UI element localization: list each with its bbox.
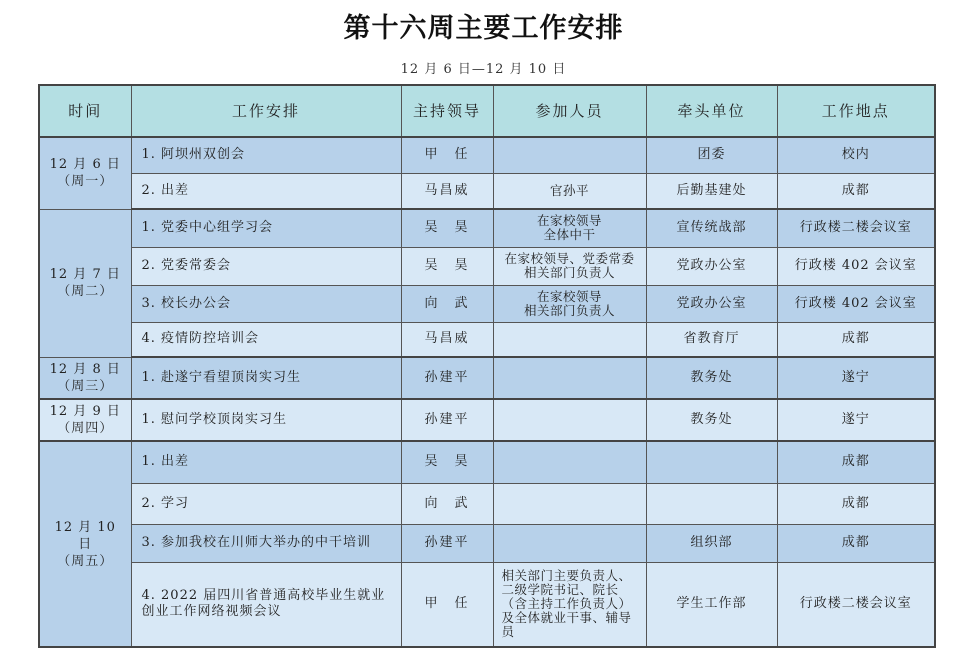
col-header-task: 工作安排: [131, 85, 401, 137]
participants-cell: [493, 524, 646, 562]
schedule-body: [39, 137, 935, 647]
day-weekday: （周一）: [57, 174, 114, 190]
day-cell: [39, 399, 131, 441]
leader-cell: 孙建平: [401, 357, 493, 399]
task-cell: 1. 党委中心组学习会: [131, 209, 401, 247]
table-row: [39, 524, 935, 562]
day-cell: [39, 357, 131, 399]
leader-cell: 马昌威: [401, 322, 493, 357]
participants-cell: [493, 357, 646, 399]
day-weekday: （周四）: [57, 421, 114, 436]
day-weekday: （周三）: [57, 378, 114, 394]
task-cell: 2. 出差: [131, 173, 401, 209]
leader-cell: 吴 昊: [401, 441, 493, 483]
location-cell: 行政楼 402 会议室: [777, 285, 935, 322]
location-cell: 成都: [777, 441, 935, 483]
lead-unit-cell: 学生工作部: [646, 562, 777, 647]
lead-unit-cell: 教务处: [646, 357, 777, 399]
task-cell: 1. 慰问学校顶岗实习生: [131, 399, 401, 441]
col-header-leader: 主持领导: [401, 85, 493, 137]
table-row: [39, 209, 935, 247]
location-cell: 成都: [777, 322, 935, 357]
lead-unit-cell: 团委: [646, 137, 777, 173]
location-cell: 行政楼 402 会议室: [777, 247, 935, 285]
table-row: [39, 173, 935, 209]
lead-unit-cell: [646, 441, 777, 483]
lead-unit-cell: [646, 483, 777, 524]
table-row: [39, 483, 935, 524]
day-date: 12 月 6 日: [49, 157, 121, 173]
leader-cell: 吴 昊: [401, 209, 493, 247]
table-row: [39, 322, 935, 357]
col-header-participants: 参加人员: [493, 85, 646, 137]
location-cell: 遂宁: [777, 399, 935, 441]
lead-unit-cell: 组织部: [646, 524, 777, 562]
lead-unit-cell: 党政办公室: [646, 247, 777, 285]
location-cell: 行政楼二楼会议室: [777, 209, 935, 247]
leader-cell: 马昌威: [401, 173, 493, 209]
table-row: [39, 247, 935, 285]
task-cell: 1. 赴遂宁看望顶岗实习生: [131, 357, 401, 399]
participants-cell: [493, 483, 646, 524]
header-row: [39, 85, 935, 137]
participants-cell: 在家校领导 全体中干: [493, 209, 646, 247]
table-row: [39, 562, 935, 647]
location-cell: 校内: [777, 137, 935, 173]
table-row: [39, 399, 935, 441]
participants-cell: [493, 441, 646, 483]
day-date: 12 月 9 日: [49, 404, 121, 419]
lead-unit-cell: 党政办公室: [646, 285, 777, 322]
participants-cell: 在家校领导、党委常委 相关部门负责人: [493, 247, 646, 285]
leader-cell: 甲 任: [401, 137, 493, 173]
leader-cell: 甲 任: [401, 562, 493, 647]
day-cell: [39, 209, 131, 357]
participants-cell: 官孙平: [493, 173, 646, 209]
leader-cell: 孙建平: [401, 524, 493, 562]
leader-cell: 孙建平: [401, 399, 493, 441]
lead-unit-cell: 省教育厅: [646, 322, 777, 357]
lead-unit-cell: 后勤基建处: [646, 173, 777, 209]
task-cell: 3. 校长办公会: [131, 285, 401, 322]
leader-cell: 向 武: [401, 483, 493, 524]
day-date: 12 月 7 日: [49, 267, 121, 282]
day-weekday: （周五）: [57, 553, 114, 569]
table-row: [39, 285, 935, 322]
schedule-table: [38, 84, 936, 648]
location-cell: 遂宁: [777, 357, 935, 399]
day-weekday: （周二）: [57, 284, 114, 299]
col-header-time: 时间: [39, 85, 131, 137]
day-date: 12 月 8 日: [49, 361, 121, 377]
task-cell: 3. 参加我校在川师大举办的中干培训: [131, 524, 401, 562]
date-range: 12 月 6 日—12 月 10 日: [400, 62, 567, 77]
table-row: [39, 357, 935, 399]
task-cell: 2. 学习: [131, 483, 401, 524]
leader-cell: 吴 昊: [401, 247, 493, 285]
location-cell: 成都: [777, 483, 935, 524]
location-cell: 成都: [777, 173, 935, 209]
location-cell: 成都: [777, 524, 935, 562]
participants-cell: 在家校领导 相关部门负责人: [493, 285, 646, 322]
task-cell: 4. 疫情防控培训会: [131, 322, 401, 357]
participants-cell: [493, 399, 646, 441]
task-cell: 1. 阿坝州双创会: [131, 137, 401, 173]
table-row: [39, 441, 935, 483]
leader-cell: 向 武: [401, 285, 493, 322]
table-row: [39, 137, 935, 173]
day-date: 12 月 10 日: [54, 519, 116, 552]
task-cell: 1. 出差: [131, 441, 401, 483]
task-cell: 4. 2022 届四川省普通高校毕业生就业创业工作网络视频会议: [131, 562, 401, 647]
col-header-location: 工作地点: [777, 85, 935, 137]
lead-unit-cell: 宣传统战部: [646, 209, 777, 247]
participants-cell: [493, 137, 646, 173]
day-cell: [39, 441, 131, 647]
participants-cell: 相关部门主要负责人、二级学院书记、院长（含主持工作负责人）及全体就业干事、辅导员: [493, 562, 646, 647]
participants-cell: [493, 322, 646, 357]
task-cell: 2. 党委常委会: [131, 247, 401, 285]
col-header-lead-unit: 牵头单位: [646, 85, 777, 137]
location-cell: 行政楼二楼会议室: [777, 562, 935, 647]
page-title: 第十六周主要工作安排: [343, 13, 624, 44]
day-cell: [39, 137, 131, 209]
lead-unit-cell: 教务处: [646, 399, 777, 441]
